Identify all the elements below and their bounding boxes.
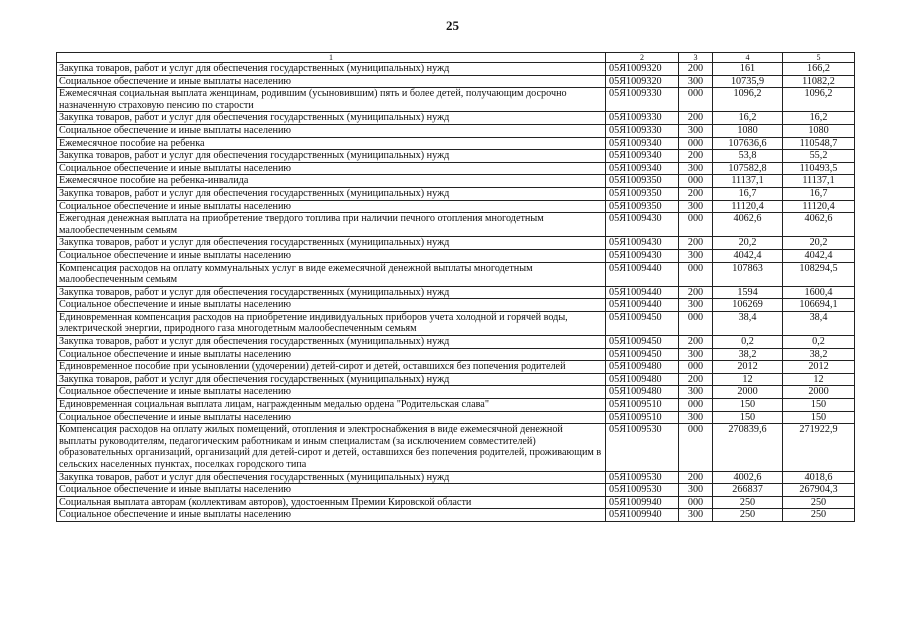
row-amount-1-cell: 250 (713, 509, 783, 522)
row-amount-1-cell: 270839,6 (713, 424, 783, 471)
budget-table (56, 52, 855, 522)
row-type-cell: 300 (679, 299, 713, 312)
row-name-cell: Единовременная социальная выплата лицам, награжденным медалью ордена "Родительская слава" (57, 399, 606, 412)
row-type-cell: 000 (679, 175, 713, 188)
row-name-cell: Ежемесячная социальная выплата женщинам, родившим (усыновившим) пять и более детей, получающим досрочно назначенную страховую пенсию по старости (57, 88, 606, 112)
table-row (57, 213, 855, 237)
table-row (57, 361, 855, 374)
row-name-cell: Закупка товаров, работ и услуг для обеспечения государственных (муниципальных) нужд (57, 187, 606, 200)
row-code-cell: 05Я1009350 (606, 200, 679, 213)
row-amount-1-cell: 0,2 (713, 336, 783, 349)
table-row (57, 424, 855, 471)
row-amount-2-cell: 11120,4 (783, 200, 855, 213)
row-type-cell: 200 (679, 63, 713, 76)
row-code-cell: 05Я1009440 (606, 299, 679, 312)
row-type-cell: 300 (679, 162, 713, 175)
row-amount-2-cell: 16,2 (783, 112, 855, 125)
row-amount-1-cell: 1594 (713, 286, 783, 299)
row-name-cell: Социальное обеспечение и иные выплаты населению (57, 200, 606, 213)
table-row (57, 150, 855, 163)
row-code-cell: 05Я1009330 (606, 124, 679, 137)
row-amount-2-cell: 150 (783, 399, 855, 412)
table-row (57, 200, 855, 213)
table-row (57, 311, 855, 335)
row-amount-1-cell: 150 (713, 399, 783, 412)
table-row (57, 112, 855, 125)
row-name-cell: Закупка товаров, работ и услуг для обеспечения государственных (муниципальных) нужд (57, 471, 606, 484)
row-amount-2-cell: 1600,4 (783, 286, 855, 299)
row-code-cell: 05Я1009430 (606, 237, 679, 250)
row-name-cell: Единовременное пособие при усыновлении (удочерении) детей-сирот и детей, оставшихся без попечения родителей (57, 361, 606, 374)
row-code-cell: 05Я1009510 (606, 399, 679, 412)
table-row (57, 373, 855, 386)
row-code-cell: 05Я1009430 (606, 249, 679, 262)
row-code-cell: 05Я1009450 (606, 336, 679, 349)
row-code-cell: 05Я1009350 (606, 175, 679, 188)
row-code-cell: 05Я1009530 (606, 484, 679, 497)
row-amount-2-cell: 271922,9 (783, 424, 855, 471)
row-name-cell: Закупка товаров, работ и услуг для обеспечения государственных (муниципальных) нужд (57, 112, 606, 125)
table-row (57, 286, 855, 299)
row-amount-1-cell: 266837 (713, 484, 783, 497)
page-number: 25 (446, 18, 459, 33)
row-amount-1-cell: 38,2 (713, 348, 783, 361)
table-row (57, 88, 855, 112)
row-name-cell: Компенсация расходов на оплату коммунальных услуг в виде ежемесячной денежной выплаты многодетным малообеспеченным семьям (57, 262, 606, 286)
table-row (57, 124, 855, 137)
table-row (57, 471, 855, 484)
row-code-cell: 05Я1009330 (606, 88, 679, 112)
row-type-cell: 000 (679, 262, 713, 286)
row-type-cell: 000 (679, 311, 713, 335)
row-type-cell: 300 (679, 411, 713, 424)
table-row (57, 496, 855, 509)
row-name-cell: Социальное обеспечение и иные выплаты населению (57, 509, 606, 522)
row-amount-1-cell: 1080 (713, 124, 783, 137)
row-type-cell: 200 (679, 286, 713, 299)
row-name-cell: Закупка товаров, работ и услуг для обеспечения государственных (муниципальных) нужд (57, 63, 606, 76)
row-amount-2-cell: 4062,6 (783, 213, 855, 237)
row-name-cell: Социальное обеспечение и иные выплаты населению (57, 484, 606, 497)
row-type-cell: 300 (679, 124, 713, 137)
row-amount-2-cell: 150 (783, 411, 855, 424)
row-code-cell: 05Я1009480 (606, 386, 679, 399)
table-row (57, 249, 855, 262)
row-amount-2-cell: 106694,1 (783, 299, 855, 312)
row-code-cell: 05Я1009510 (606, 411, 679, 424)
row-name-cell: Закупка товаров, работ и услуг для обеспечения государственных (муниципальных) нужд (57, 150, 606, 163)
row-code-cell: 05Я1009940 (606, 509, 679, 522)
row-type-cell: 200 (679, 336, 713, 349)
row-name-cell: Компенсация расходов на оплату жилых помещений, отопления и электроснабжения в виде ежемесячной денежной выплаты руководителям, педагогическим работникам и иным специалистам (за исключением совместителей) образовательных организаций, организаций для детей-сирот и детей, оставшихся без попечения родителей, проживающим в сельских населенных пунктах, поселках городского типа (57, 424, 606, 471)
row-amount-1-cell: 106269 (713, 299, 783, 312)
row-amount-2-cell: 250 (783, 509, 855, 522)
row-code-cell: 05Я1009450 (606, 311, 679, 335)
row-code-cell: 05Я1009530 (606, 424, 679, 471)
row-type-cell: 300 (679, 249, 713, 262)
row-amount-2-cell: 11082,2 (783, 75, 855, 88)
row-name-cell: Социальная выплата авторам (коллективам авторов), удостоенным Премии Кировской области (57, 496, 606, 509)
row-name-cell: Социальное обеспечение и иные выплаты населению (57, 411, 606, 424)
row-amount-1-cell: 4062,6 (713, 213, 783, 237)
row-type-cell: 300 (679, 200, 713, 213)
row-amount-1-cell: 11137,1 (713, 175, 783, 188)
table-row (57, 237, 855, 250)
row-amount-1-cell: 250 (713, 496, 783, 509)
row-code-cell: 05Я1009340 (606, 162, 679, 175)
row-name-cell: Закупка товаров, работ и услуг для обеспечения государственных (муниципальных) нужд (57, 237, 606, 250)
row-type-cell: 200 (679, 471, 713, 484)
column-header-name: 1 (57, 53, 606, 63)
row-amount-1-cell: 4042,4 (713, 249, 783, 262)
row-type-cell: 200 (679, 150, 713, 163)
row-code-cell: 05Я1009480 (606, 361, 679, 374)
row-amount-1-cell: 107636,6 (713, 137, 783, 150)
row-amount-2-cell: 250 (783, 496, 855, 509)
table-row (57, 411, 855, 424)
row-code-cell: 05Я1009480 (606, 373, 679, 386)
row-name-cell: Закупка товаров, работ и услуг для обеспечения государственных (муниципальных) нужд (57, 336, 606, 349)
table-row (57, 63, 855, 76)
table-row (57, 336, 855, 349)
row-type-cell: 000 (679, 213, 713, 237)
row-type-cell: 300 (679, 386, 713, 399)
row-amount-1-cell: 107582,8 (713, 162, 783, 175)
row-type-cell: 300 (679, 484, 713, 497)
row-name-cell: Социальное обеспечение и иные выплаты населению (57, 348, 606, 361)
table-row (57, 187, 855, 200)
row-amount-2-cell: 166,2 (783, 63, 855, 76)
row-amount-2-cell: 20,2 (783, 237, 855, 250)
row-amount-2-cell: 110548,7 (783, 137, 855, 150)
row-name-cell: Закупка товаров, работ и услуг для обеспечения государственных (муниципальных) нужд (57, 286, 606, 299)
table-row (57, 162, 855, 175)
row-amount-1-cell: 16,2 (713, 112, 783, 125)
row-amount-2-cell: 11137,1 (783, 175, 855, 188)
row-amount-2-cell: 267904,3 (783, 484, 855, 497)
row-amount-1-cell: 11120,4 (713, 200, 783, 213)
row-name-cell: Единовременная компенсация расходов на приобретение индивидуальных приборов учета холодной и горячей воды, электрической энергии, природного газа многодетным малообеспеченным семьям (57, 311, 606, 335)
column-header-amount-1: 4 (713, 53, 783, 63)
row-amount-1-cell: 53,8 (713, 150, 783, 163)
row-name-cell: Социальное обеспечение и иные выплаты населению (57, 386, 606, 399)
row-amount-1-cell: 2012 (713, 361, 783, 374)
row-name-cell: Социальное обеспечение и иные выплаты населению (57, 299, 606, 312)
row-amount-2-cell: 38,2 (783, 348, 855, 361)
row-type-cell: 300 (679, 509, 713, 522)
row-type-cell: 200 (679, 373, 713, 386)
row-type-cell: 200 (679, 112, 713, 125)
row-name-cell: Социальное обеспечение и иные выплаты населению (57, 75, 606, 88)
column-header-type: 3 (679, 53, 713, 63)
row-type-cell: 300 (679, 75, 713, 88)
row-type-cell: 000 (679, 424, 713, 471)
row-type-cell: 300 (679, 348, 713, 361)
row-code-cell: 05Я1009340 (606, 137, 679, 150)
table-row (57, 262, 855, 286)
column-header-code: 2 (606, 53, 679, 63)
row-type-cell: 000 (679, 137, 713, 150)
row-type-cell: 200 (679, 237, 713, 250)
row-name-cell: Ежегодная денежная выплата на приобретение твердого топлива при наличии печного отопления многодетным малообеспеченным семьям (57, 213, 606, 237)
table-row (57, 75, 855, 88)
table-row (57, 137, 855, 150)
row-amount-2-cell: 2012 (783, 361, 855, 374)
table-row (57, 348, 855, 361)
table-row (57, 175, 855, 188)
table-row (57, 386, 855, 399)
row-amount-2-cell: 110493,5 (783, 162, 855, 175)
table-row (57, 299, 855, 312)
row-amount-1-cell: 38,4 (713, 311, 783, 335)
row-amount-2-cell: 16,7 (783, 187, 855, 200)
row-amount-2-cell: 2000 (783, 386, 855, 399)
row-type-cell: 000 (679, 496, 713, 509)
row-amount-1-cell: 16,7 (713, 187, 783, 200)
row-amount-1-cell: 2000 (713, 386, 783, 399)
row-amount-1-cell: 12 (713, 373, 783, 386)
row-name-cell: Социальное обеспечение и иные выплаты населению (57, 124, 606, 137)
table-row (57, 399, 855, 412)
row-type-cell: 200 (679, 187, 713, 200)
row-amount-1-cell: 20,2 (713, 237, 783, 250)
row-amount-2-cell: 12 (783, 373, 855, 386)
row-code-cell: 05Я1009940 (606, 496, 679, 509)
row-name-cell: Ежемесячное пособие на ребенка (57, 137, 606, 150)
row-amount-1-cell: 150 (713, 411, 783, 424)
table-row (57, 484, 855, 497)
row-type-cell: 000 (679, 88, 713, 112)
row-amount-2-cell: 4042,4 (783, 249, 855, 262)
row-name-cell: Закупка товаров, работ и услуг для обеспечения государственных (муниципальных) нужд (57, 373, 606, 386)
table-row (57, 509, 855, 522)
row-code-cell: 05Я1009320 (606, 75, 679, 88)
row-amount-1-cell: 107863 (713, 262, 783, 286)
row-name-cell: Ежемесячное пособие на ребенка-инвалида (57, 175, 606, 188)
row-amount-2-cell: 0,2 (783, 336, 855, 349)
row-code-cell: 05Я1009530 (606, 471, 679, 484)
row-name-cell: Социальное обеспечение и иные выплаты населению (57, 249, 606, 262)
row-amount-2-cell: 1080 (783, 124, 855, 137)
row-amount-2-cell: 1096,2 (783, 88, 855, 112)
row-type-cell: 000 (679, 399, 713, 412)
row-amount-1-cell: 1096,2 (713, 88, 783, 112)
table-header-row (57, 53, 855, 63)
row-amount-2-cell: 108294,5 (783, 262, 855, 286)
row-code-cell: 05Я1009350 (606, 187, 679, 200)
row-name-cell: Социальное обеспечение и иные выплаты населению (57, 162, 606, 175)
row-amount-1-cell: 4002,6 (713, 471, 783, 484)
row-code-cell: 05Я1009330 (606, 112, 679, 125)
row-amount-2-cell: 4018,6 (783, 471, 855, 484)
column-header-amount-2: 5 (783, 53, 855, 63)
row-amount-2-cell: 55,2 (783, 150, 855, 163)
row-code-cell: 05Я1009440 (606, 262, 679, 286)
row-code-cell: 05Я1009440 (606, 286, 679, 299)
row-code-cell: 05Я1009340 (606, 150, 679, 163)
row-amount-1-cell: 161 (713, 63, 783, 76)
row-code-cell: 05Я1009320 (606, 63, 679, 76)
row-amount-2-cell: 38,4 (783, 311, 855, 335)
row-code-cell: 05Я1009430 (606, 213, 679, 237)
row-amount-1-cell: 10735,9 (713, 75, 783, 88)
row-type-cell: 000 (679, 361, 713, 374)
row-code-cell: 05Я1009450 (606, 348, 679, 361)
